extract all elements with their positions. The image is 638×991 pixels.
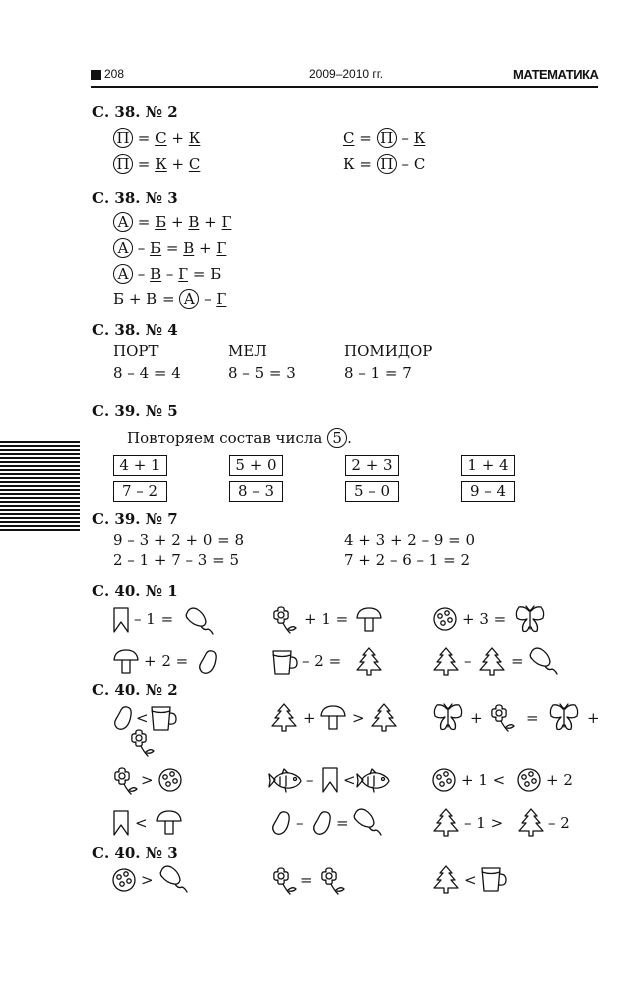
equation-line: К = П – С xyxy=(343,155,426,173)
flag-icon xyxy=(113,607,129,633)
tree-icon xyxy=(432,647,460,677)
word: МЕЛ xyxy=(228,342,267,360)
operator: = xyxy=(336,814,349,832)
section-title: С. 38. № 3 xyxy=(92,189,178,207)
equation-line: П = К + С xyxy=(113,154,200,174)
operator: + 1 < xyxy=(461,771,506,789)
header-subject: МАТЕМАТИКА xyxy=(513,67,599,82)
circled-letter: П xyxy=(377,128,397,148)
tree-icon xyxy=(432,865,460,895)
equation-line: Б + В = А – Г xyxy=(113,290,227,308)
ball-icon xyxy=(112,867,138,893)
operator: < xyxy=(135,814,148,832)
boxed-expression: 1 + 4 xyxy=(461,455,515,476)
operator: – 2 xyxy=(548,814,570,832)
intro-text: Повторяем состав числа 5 . xyxy=(127,429,352,447)
operator: – 1 = xyxy=(134,610,174,628)
balloon-icon xyxy=(528,645,560,677)
tree-icon xyxy=(355,647,383,677)
fish-icon xyxy=(268,767,304,793)
operator: > xyxy=(141,771,154,789)
circled-letter: А xyxy=(113,238,133,258)
operator: > xyxy=(141,871,154,889)
operator: – 2 = xyxy=(302,652,342,670)
operator: + 2 = xyxy=(144,652,189,670)
tree-icon xyxy=(478,647,506,677)
fish-icon xyxy=(356,767,392,793)
equation-line: А = Б + В + Г xyxy=(113,212,231,232)
flower-icon xyxy=(111,766,141,796)
operator: < xyxy=(343,771,356,789)
mushroom-icon xyxy=(156,810,182,836)
header-rule xyxy=(91,86,598,88)
operator: – 1 > xyxy=(464,814,504,832)
operator: > xyxy=(352,709,365,727)
ball-icon xyxy=(517,767,543,793)
section-title: С. 39. № 5 xyxy=(92,402,178,420)
operator: < xyxy=(136,709,149,727)
word: ПОРТ xyxy=(113,342,159,360)
butterfly-icon xyxy=(548,703,580,733)
section-title: С. 40. № 1 xyxy=(92,582,178,600)
circled-letter: П xyxy=(377,154,397,174)
flower-icon xyxy=(318,866,348,896)
section-title: С. 39. № 7 xyxy=(92,510,178,528)
operator: + xyxy=(303,709,316,727)
header-years: 2009–2010 гг. xyxy=(309,67,384,81)
circled-letter: А xyxy=(113,264,133,284)
flower-icon xyxy=(270,866,300,896)
boxed-expression: 9 – 4 xyxy=(461,481,515,502)
mushroom-icon xyxy=(356,607,382,633)
flower-icon xyxy=(488,703,518,733)
tree-icon xyxy=(270,703,298,733)
ball-icon xyxy=(158,767,184,793)
operator: + 2 xyxy=(546,771,573,789)
mushroom-icon xyxy=(320,705,346,731)
boxed-expression: 7 – 2 xyxy=(113,481,167,502)
flower-icon xyxy=(270,605,300,635)
section-title: С. 38. № 2 xyxy=(92,103,178,121)
boxed-expression: 5 – 0 xyxy=(345,481,399,502)
butterfly-icon xyxy=(432,703,464,733)
ball-icon xyxy=(432,767,458,793)
operator: + 1 = xyxy=(304,610,349,628)
operator: < xyxy=(464,871,477,889)
boxed-expression: 4 + 1 xyxy=(113,455,167,476)
mushroom-icon xyxy=(113,649,139,675)
word: ПОМИДОР xyxy=(344,342,433,360)
tree-icon xyxy=(432,808,460,838)
header-square-icon xyxy=(91,70,101,80)
equation-line: А – Б = В + Г xyxy=(113,238,226,258)
operator: + xyxy=(470,709,483,727)
operator: – xyxy=(296,814,304,832)
operator: = xyxy=(511,652,524,670)
page-number: 208 xyxy=(104,67,125,81)
circled-number: 5 xyxy=(327,428,347,448)
section-title: С. 40. № 3 xyxy=(92,844,178,862)
operator: = xyxy=(300,871,313,889)
tree-icon xyxy=(370,703,398,733)
pear-icon xyxy=(312,810,332,836)
operator: – xyxy=(464,652,472,670)
balloon-icon xyxy=(184,605,216,637)
pear-icon xyxy=(198,649,218,675)
operator: + xyxy=(587,709,600,727)
cup-icon xyxy=(480,865,508,893)
circled-letter: А xyxy=(179,289,199,309)
circled-letter: А xyxy=(113,212,133,232)
circled-letter: П xyxy=(113,128,133,148)
tree-icon xyxy=(517,808,545,838)
equation: 7 + 2 – 6 – 1 = 2 xyxy=(344,551,470,569)
boxed-expression: 2 + 3 xyxy=(345,455,399,476)
cup-icon xyxy=(271,648,299,676)
flag-icon xyxy=(113,810,129,836)
equation-line: П = С + К xyxy=(113,128,200,148)
butterfly-icon xyxy=(514,605,546,635)
equation-line: А – В – Г = Б xyxy=(113,264,221,284)
pear-icon xyxy=(271,810,291,836)
equation: 8 – 5 = 3 xyxy=(228,364,296,382)
equation: 8 – 4 = 4 xyxy=(113,364,181,382)
circled-letter: П xyxy=(113,154,133,174)
section-title: С. 38. № 4 xyxy=(92,321,178,339)
section-title: С. 40. № 2 xyxy=(92,681,178,699)
equation: 9 – 3 + 2 + 0 = 8 xyxy=(113,531,245,549)
balloon-icon xyxy=(158,863,190,895)
operator: – xyxy=(306,771,314,789)
flag-icon xyxy=(322,767,338,793)
ball-icon xyxy=(433,606,459,632)
equation: 4 + 3 + 2 – 9 = 0 xyxy=(344,531,476,549)
flower-icon xyxy=(128,728,158,758)
boxed-expression: 5 + 0 xyxy=(229,455,283,476)
equation-line: С = П – К xyxy=(343,129,426,147)
side-stripes-decoration xyxy=(0,441,80,532)
equation: 2 – 1 + 7 – 3 = 5 xyxy=(113,551,239,569)
operator: = xyxy=(526,709,539,727)
operator: + 3 = xyxy=(462,610,507,628)
boxed-expression: 8 – 3 xyxy=(229,481,283,502)
balloon-icon xyxy=(352,806,384,838)
equation: 8 – 1 = 7 xyxy=(344,364,412,382)
